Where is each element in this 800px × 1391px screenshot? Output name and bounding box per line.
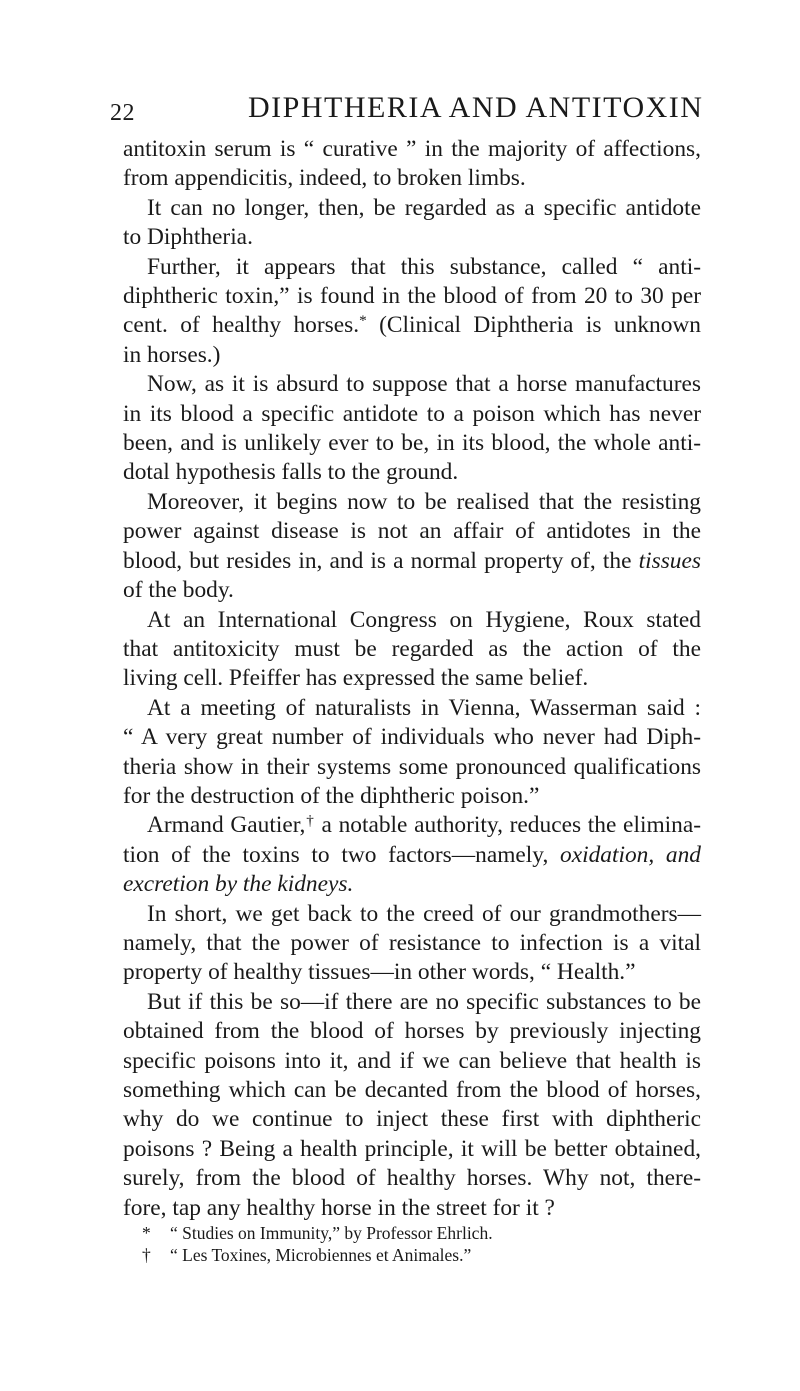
footnote-symbol: † bbox=[142, 1245, 151, 1265]
text-line: “ A very great number of individuals who never had Diph- bbox=[123, 724, 701, 751]
emphasis-text: oxidation, and bbox=[560, 841, 701, 868]
emphasis-text: excretion by the kidneys. bbox=[123, 871, 354, 898]
text-line: in its blood a specific antidote to a poison which has never bbox=[123, 400, 701, 427]
text-line: living cell. Pfeiffer has expressed the same belief. bbox=[123, 665, 589, 692]
text-segment: (Clinical Diphtheria is unknown bbox=[366, 312, 701, 339]
body-text bbox=[123, 135, 701, 1223]
text-line: for the destruction of the diphtheric poison.” bbox=[123, 782, 540, 809]
text-line: theria show in their systems some pronounced qualifications bbox=[123, 753, 701, 780]
footnote bbox=[142, 1222, 722, 1244]
text-line: Now, as it is absurd to suppose that a horse manufactures bbox=[147, 371, 701, 398]
text-line: At an International Congress on Hygiene, Roux stated bbox=[147, 606, 701, 633]
text-segment: cent. of healthy horses. bbox=[123, 312, 360, 339]
text-line: It can no longer, then, be regarded as a specific antidote bbox=[147, 194, 701, 221]
text-line bbox=[123, 811, 701, 840]
text-line: Further, it appears that this substance, called “ anti- bbox=[147, 253, 701, 280]
page-number: 22 bbox=[110, 100, 135, 126]
text-line: specific poisons into it, and if we can believe that health is bbox=[123, 1047, 701, 1074]
text-line bbox=[123, 311, 701, 340]
text-line: fore, tap any healthy horse in the street for it ? bbox=[123, 1194, 555, 1221]
text-line: At a meeting of naturalists in Vienna, Wasserman said : bbox=[147, 694, 701, 721]
footnote-text: “ Les Toxines, Microbiennes et Animales.” bbox=[170, 1245, 472, 1265]
text-line bbox=[123, 870, 701, 899]
footnote bbox=[142, 1244, 722, 1266]
footnotes bbox=[142, 1222, 722, 1266]
text-segment: tion of the toxins to two factors—namely, bbox=[123, 841, 560, 868]
text-line: poisons ? Being a health principle, it will be better obtained, bbox=[123, 1135, 701, 1162]
text-line: been, and is unlikely ever to be, in its blood, the whole anti- bbox=[123, 430, 701, 457]
footnote-marker: † bbox=[305, 812, 315, 830]
text-line: surely, from the blood of healthy horses. Why not, there- bbox=[123, 1165, 701, 1192]
text-line: diphtheric toxin,” is found in the blood of from 20 to 30 per bbox=[123, 283, 701, 310]
text-line: obtained from the blood of horses by previously injecting bbox=[123, 1018, 701, 1045]
text-segment: a notable authority, reduces the elimina- bbox=[314, 812, 701, 839]
text-segment: Armand Gautier, bbox=[147, 812, 306, 839]
text-line: namely, that the power of resistance to infection is a vital bbox=[123, 929, 701, 956]
text-line: In short, we get back to the creed of our grandmothers— bbox=[147, 900, 701, 927]
footnote-symbol: * bbox=[142, 1223, 151, 1243]
footnote-text: “ Studies on Immunity,” by Professor Ehrlich. bbox=[170, 1223, 493, 1243]
text-segment: blood, but resides in, and is a normal property of, the bbox=[123, 547, 639, 574]
emphasis-text: tissues bbox=[638, 547, 701, 574]
text-line: from appendicitis, indeed, to broken limbs. bbox=[123, 165, 526, 192]
text-line: dotal hypothesis falls to the ground. bbox=[123, 459, 459, 486]
footnote-marker: * bbox=[359, 312, 367, 330]
text-line: antitoxin serum is “ curative ” in the majority of affections, bbox=[123, 136, 701, 162]
text-line: property of healthy tissues—in other words, “ Health.” bbox=[123, 959, 636, 986]
text-line: power against disease is not an affair of antidotes in the bbox=[123, 518, 701, 545]
text-line: that antitoxicity must be regarded as the action of the bbox=[123, 635, 701, 662]
text-line bbox=[123, 841, 701, 870]
text-line: in horses.) bbox=[123, 341, 221, 368]
text-line: of the body. bbox=[123, 577, 234, 604]
text-line bbox=[123, 547, 701, 576]
text-line: to Diphtheria. bbox=[123, 224, 253, 251]
text-line: why do we continue to inject these first with diphtheric bbox=[123, 1106, 701, 1133]
running-title: DIPHTHERIA AND ANTITOXIN bbox=[248, 91, 704, 124]
text-line: something which can be decanted from the blood of horses, bbox=[123, 1077, 701, 1103]
text-line: Moreover, it begins now to be realised that the resisting bbox=[147, 488, 701, 515]
text-line: But if this be so—if there are no specific substances to be bbox=[147, 988, 701, 1015]
